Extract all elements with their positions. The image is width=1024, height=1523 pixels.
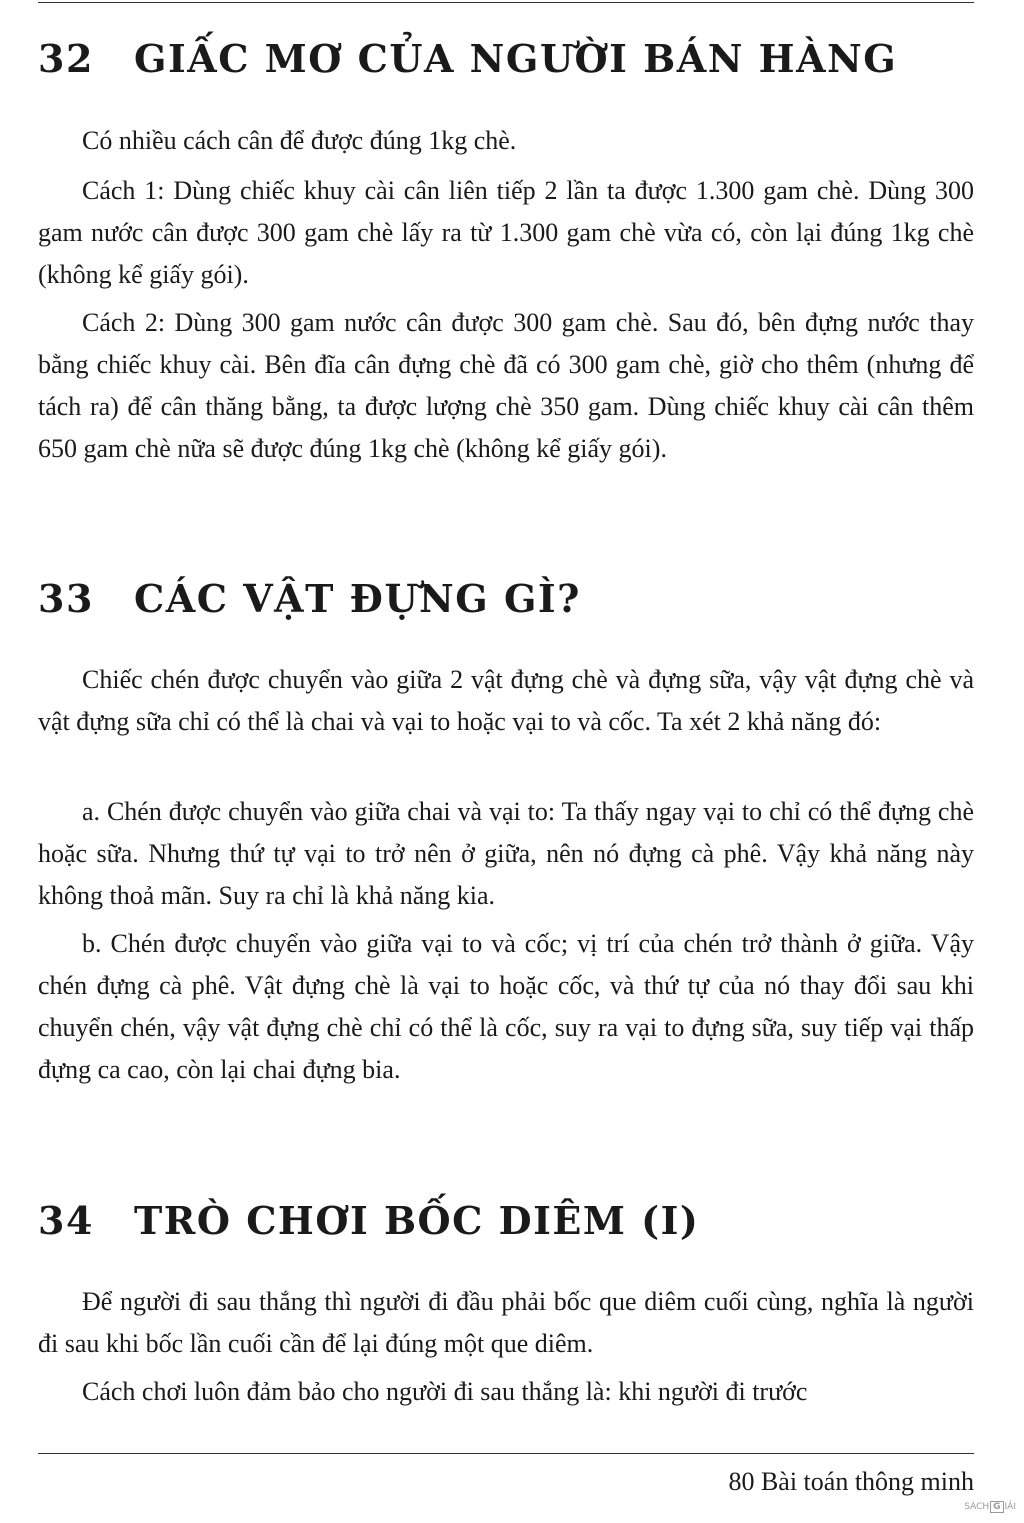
- section-number: 34: [38, 1198, 94, 1243]
- section-number: 32: [38, 36, 94, 81]
- paragraph: Để người đi sau thắng thì người đi đầu phải bốc que diêm cuối cùng, nghĩa là người đi sau khi bốc lần cuối cần để lại đúng một que diêm.: [38, 1287, 974, 1358]
- section-number: 33: [38, 576, 94, 621]
- section-32-heading: [38, 36, 898, 81]
- watermark-mark: G: [990, 1501, 1003, 1513]
- footer-book-title: 80 Bài toán thông minh: [728, 1467, 974, 1496]
- section-34-heading: [38, 1198, 700, 1243]
- paragraph: a. Chén được chuyển vào giữa chai và vại to: Ta thấy ngay vại to chỉ có thể đựng chè hoặc sữa. Nhưng thứ tự vại to trở nên ở giữa, nên nó đựng cà phê. Vậy khả năng này không thoả mãn. Suy ra chỉ là khả năng kia.: [38, 797, 974, 910]
- paragraph: Có nhiều cách cân để được đúng 1kg chè.: [82, 126, 517, 155]
- paragraph: Chiếc chén được chuyển vào giữa 2 vật đựng chè và đựng sữa, vậy vật đựng chè và vật đựng sữa chỉ có thể là chai và vại to hoặc vại to và cốc. Ta xét 2 khả năng đó:: [38, 665, 974, 736]
- watermark-logo: [964, 1501, 1016, 1513]
- paragraph: Cách 1: Dùng chiếc khuy cài cân liên tiếp 2 lần ta được 1.300 gam chè. Dùng 300 gam nước cân được 300 gam chè lấy ra từ 1.300 gam chè vừa có, còn lại đúng 1kg chè (không kể giấy gói).: [38, 176, 974, 289]
- paragraph: Cách chơi luôn đảm bảo cho người đi sau thắng là: khi người đi trước: [82, 1377, 808, 1406]
- section-title: TRÒ CHƠI BỐC DIÊM (I): [134, 1198, 700, 1243]
- watermark-text-right: IẢI: [1004, 1502, 1016, 1512]
- section-33-heading: [38, 576, 581, 621]
- paragraph: b. Chén được chuyển vào giữa vại to và cốc; vị trí của chén trở thành ở giữa. Vậy chén đựng cà phê. Vật đựng chè là vại to hoặc cốc, và thứ tự của nó thay đổi sau khi chuyển chén, vậy vật đựng chè chỉ có thể là cốc, suy ra vại to đựng sữa, suy tiếp vại thấp đựng ca cao, còn lại chai đựng bia.: [38, 929, 974, 1084]
- top-rule: [38, 2, 974, 3]
- bottom-rule: [38, 1453, 974, 1454]
- section-title: CÁC VẬT ĐỰNG GÌ?: [134, 576, 581, 621]
- paragraph: Cách 2: Dùng 300 gam nước cân được 300 gam chè. Sau đó, bên đựng nước thay bằng chiếc khuy cài. Bên đĩa cân đựng chè đã có 300 gam chè, giờ cho thêm (nhưng để tách ra) để cân thăng bằng, ta được lượng chè 350 gam. Dùng chiếc khuy cài cân thêm 650 gam chè nữa sẽ được đúng 1kg chè (không kể giấy gói).: [38, 308, 974, 463]
- watermark-text-left: SÁCH: [964, 1502, 990, 1512]
- section-title: GIẤC MƠ CỦA NGƯỜI BÁN HÀNG: [134, 36, 898, 81]
